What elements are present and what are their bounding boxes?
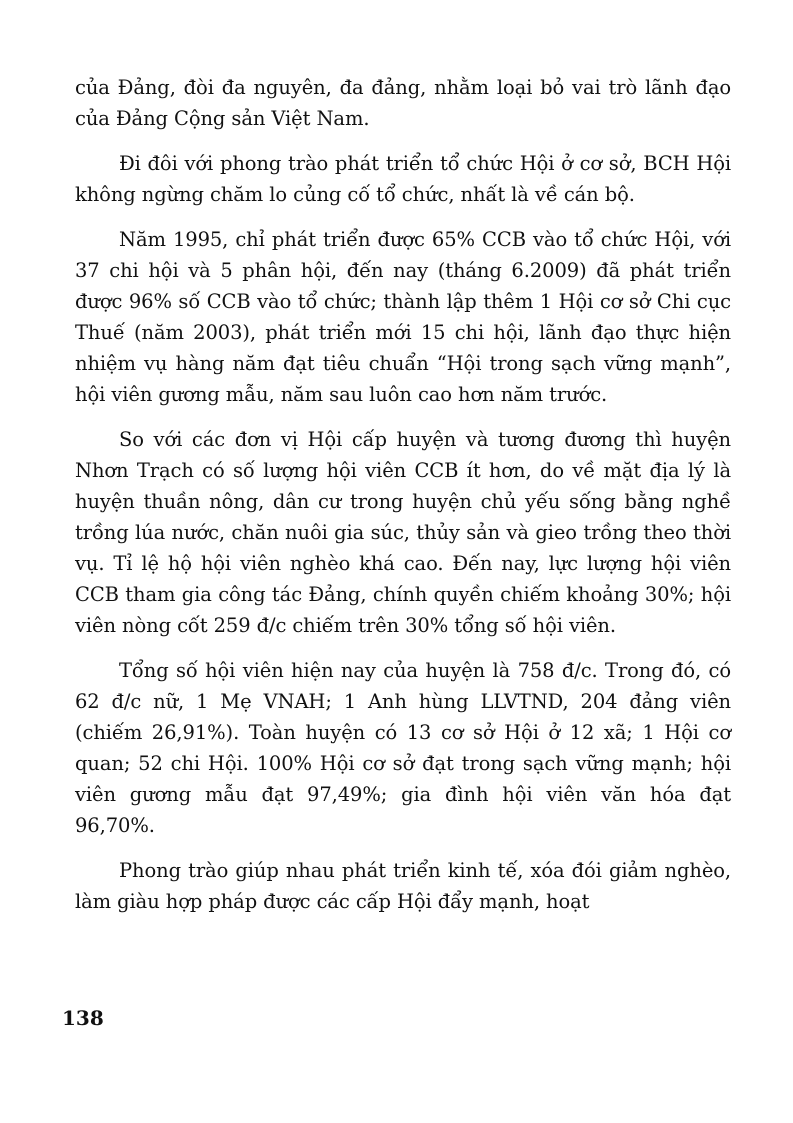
paragraph-economic-movement: Phong trào giúp nhau phát triển kinh tế, xóa đói giảm nghèo, làm giàu hợp pháp được các cấp Hội đẩy mạnh, hoạt	[75, 859, 731, 913]
paragraph-1995-development: Năm 1995, chỉ phát triển được 65% CCB vào tổ chức Hội, với 37 chi hội và 5 phân hội, đến nay (tháng 6.2009) đã phát triển được 96% số CCB vào tổ chức; thành lập thêm 1 Hội cơ sở Chi cục Thuế (năm 2003), phát triển mới 15 chi hội, lãnh đạo thực hiện nhiệm vụ hàng năm đạt tiêu chuẩn “Hội trong sạch vững mạnh”, hội viên gương mẫu, năm sau luôn cao hơn năm trước.	[75, 228, 731, 406]
page-body	[75, 72, 731, 931]
paragraph-comparison: So với các đơn vị Hội cấp huyện và tương đương thì huyện Nhơn Trạch có số lượng hội viên CCB ít hơn, do về mặt địa lý là huyện thuần nông, dân cư trong huyện chủ yếu sống bằng nghề trồng lúa nước, chăn nuôi gia súc, thủy sản và gieo trồng theo thời vụ. Tỉ lệ hộ hội viên nghèo khá cao. Đến nay, lực lượng hội viên CCB tham gia công tác Đảng, chính quyền chiếm khoảng 30%; hội viên nòng cốt 259 đ/c chiếm trên 30% tổng số hội viên.	[75, 428, 731, 637]
paragraph-organization: Đi đôi với phong trào phát triển tổ chức Hội ở cơ sở, BCH Hội không ngừng chăm lo củng cố tổ chức, nhất là về cán bộ.	[75, 152, 731, 206]
paragraph-continuation: của Đảng, đòi đa nguyên, đa đảng, nhằm loại bỏ vai trò lãnh đạo của Đảng Cộng sản Việt Nam.	[75, 76, 731, 130]
paragraph-member-totals: Tổng số hội viên hiện nay của huyện là 758 đ/c. Trong đó, có 62 đ/c nữ, 1 Mẹ VNAH; 1 Anh hùng LLVTND, 204 đảng viên (chiếm 26,91%). Toàn huyện có 13 cơ sở Hội ở 12 xã; 1 Hội cơ quan; 52 chi Hội. 100% Hội cơ sở đạt trong sạch vững mạnh; hội viên gương mẫu đạt 97,49%; gia đình hội viên văn hóa đạt 96,70%.	[75, 659, 731, 837]
page-number: 138	[62, 1006, 104, 1030]
